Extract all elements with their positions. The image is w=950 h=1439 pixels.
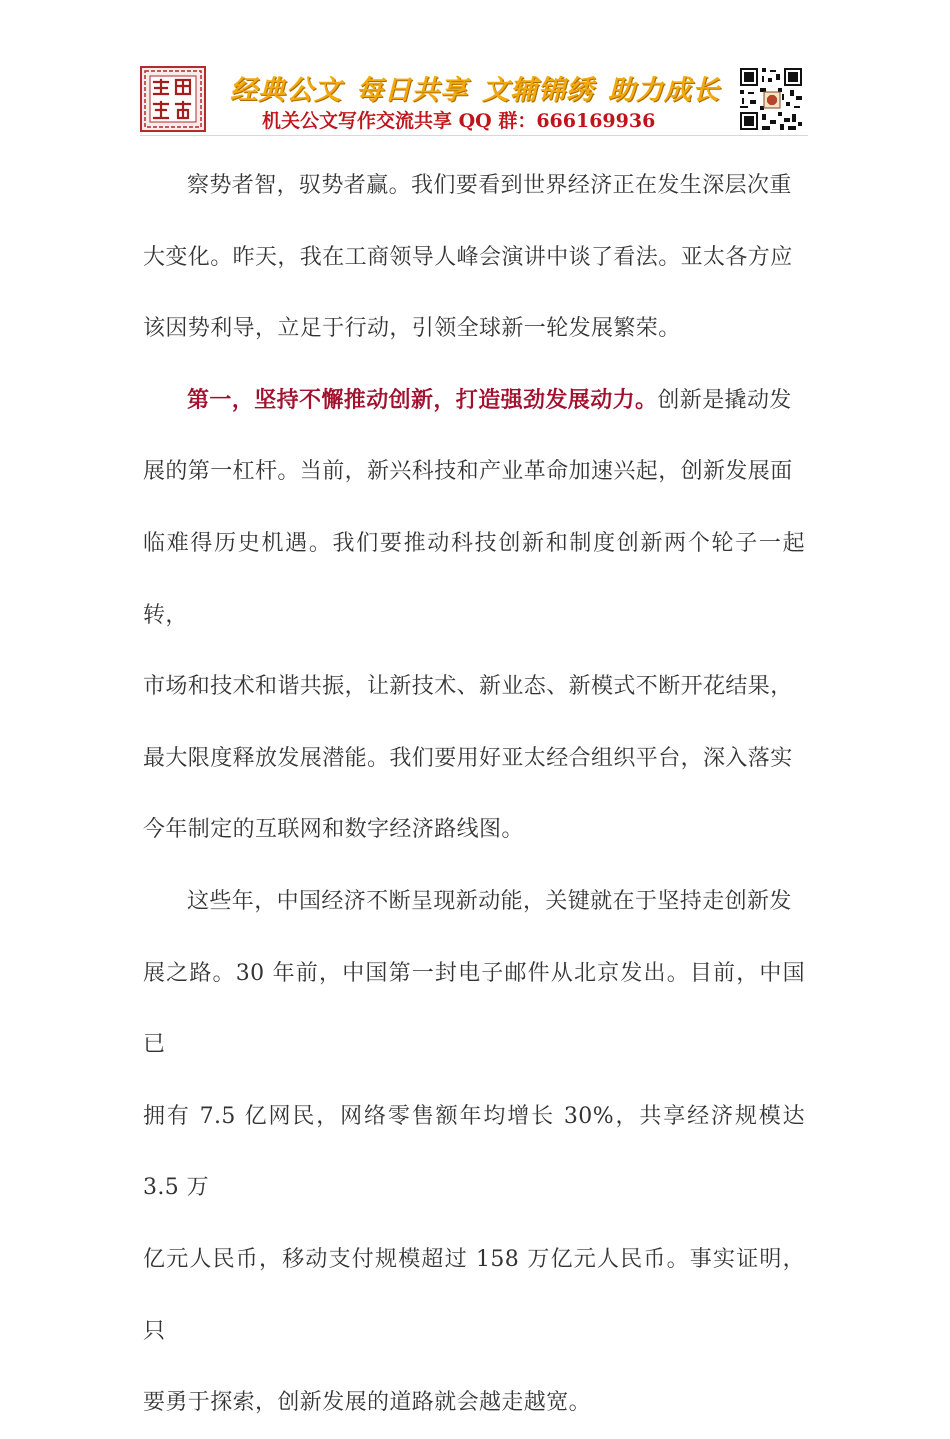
document-body — [143, 150, 805, 1439]
page-header — [140, 62, 808, 136]
paragraph: 这些年，中国经济不断呈现新动能，关键就在于坚持走创新发 展之路。30 年前，中国第一封电子邮件从北京发出。目前，中国已 拥有 7.5 亿网民，网络零售额年均增长 30%，共享经济规模达 3.5 万 亿元人民币，移动支付规模超过 158 万亿元人民币。事实证明，只 要勇于探索，创新发展的道路就会越走越宽。 — [143, 888, 805, 1416]
slogan-item: 每日共享 — [356, 75, 468, 106]
paragraph — [143, 365, 805, 866]
qr-code-icon — [738, 66, 804, 132]
qq-group-line: 机关公文写作交流共享 QQ 群：666169936 — [262, 110, 656, 132]
paragraph-text: 创新是撬动发 展的第一杠杆。当前，新兴科技和产业革命加速兴起，创新发展面 临难得历史机遇。我们要推动科技创新和制度创新两个轮子一起转， 市场和技术和谐共振，让新技术、新业态、新模式不断开花结果， 最大限度释放发展潜能。我们要用好亚太经合组织平台，深入落实 今年制定的互联网和数字经济路线图。 — [143, 387, 805, 843]
slogan-item: 文辅锦绣 — [482, 75, 594, 106]
slogan-item: 助力成长 — [608, 75, 720, 106]
slogan-item: 经典公文 — [230, 75, 342, 106]
header-slogan — [230, 68, 730, 107]
header-divider — [140, 135, 808, 136]
paragraph: 察势者智，驭势者赢。我们要看到世界经济正在发生深层次重 大变化。昨天，我在工商领导人峰会演讲中谈了看法。亚太各方应 该因势利导，立足于行动，引领全球新一轮发展繁荣。 — [143, 173, 793, 342]
paragraph-lead-sentence: 第一，坚持不懈推动创新，打造强劲发展动力。 — [187, 386, 658, 413]
logo-icon — [140, 66, 206, 132]
